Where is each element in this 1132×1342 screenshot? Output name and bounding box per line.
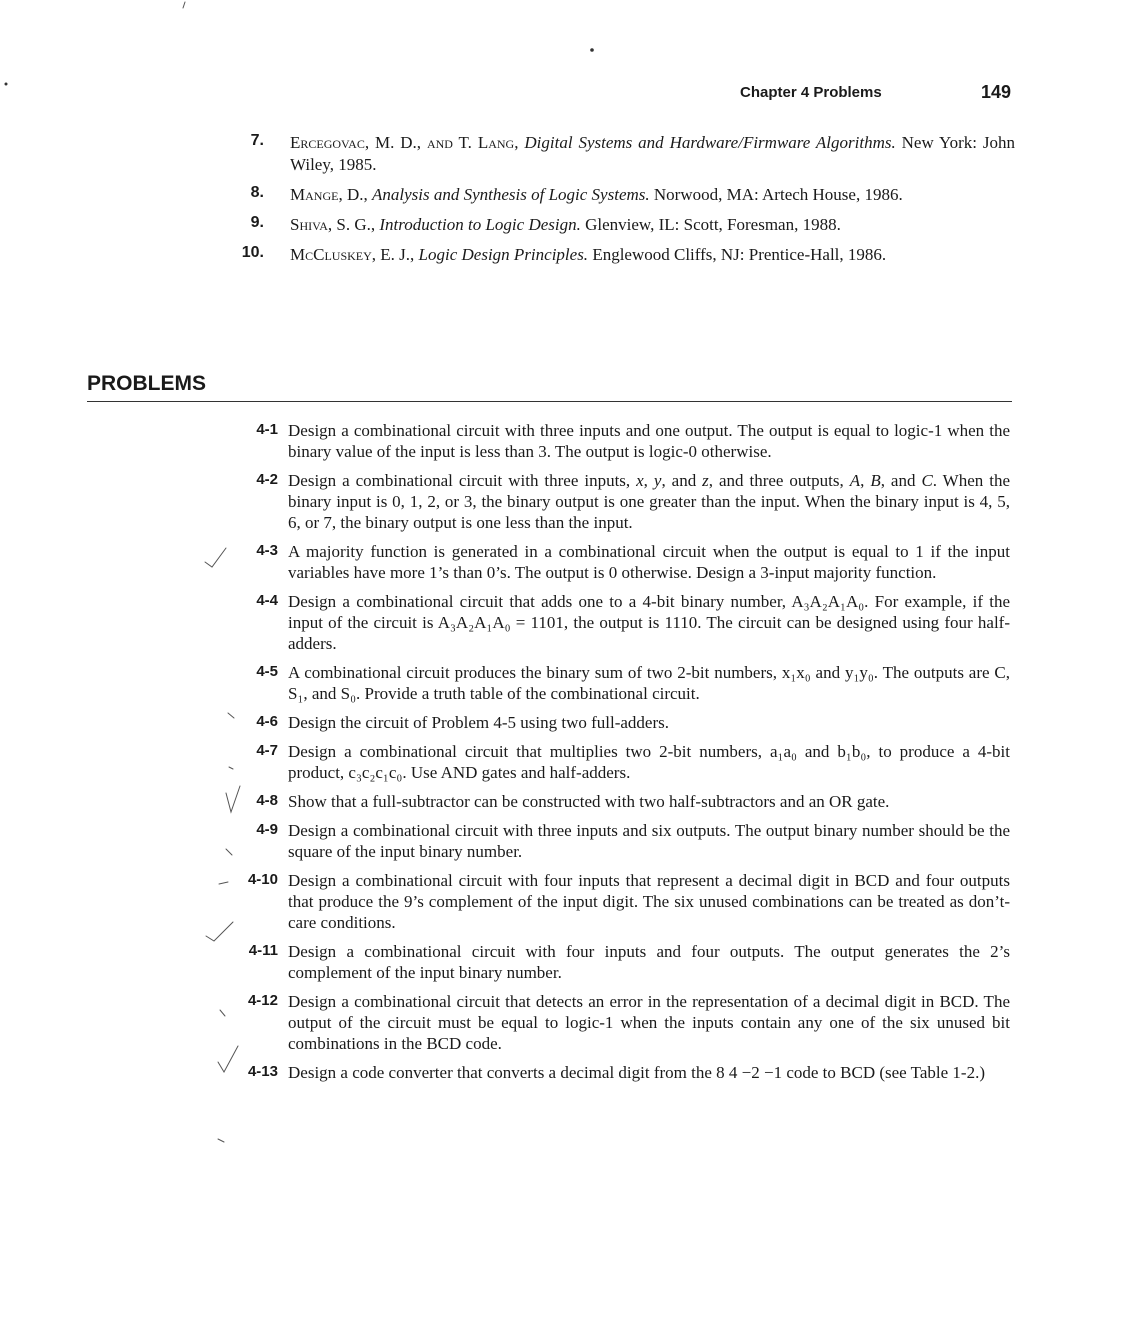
reference-publisher: New York: John Wiley, 1985. xyxy=(290,133,1015,174)
pencil-mark-icon xyxy=(183,2,185,8)
problem-number: 4-10 xyxy=(247,871,278,888)
reference-list xyxy=(0,132,1132,274)
problem-text: Design a combinational circuit with four inputs that represent a decimal digit in BCD and four outputs that produce the 9’s complement of the input digit. The six unused combinations can be treated as don’t-care conditions. xyxy=(288,871,1010,932)
problem-text: A majority function is generated in a combinational circuit when the output is equal to 1 if the input variables have more 1’s than 0’s. The output is 0 otherwise. Design a 3-input majority function. xyxy=(288,542,1010,582)
problem-item xyxy=(0,820,1132,862)
reference-number: 8. xyxy=(250,184,264,201)
problem-number: 4-2 xyxy=(256,471,278,488)
reference-publisher: Englewood Cliffs, NJ: Prentice-Hall, 1986. xyxy=(592,245,887,264)
problem-item xyxy=(0,941,1132,983)
reference-publisher: Glenview, IL: Scott, Foresman, 1988. xyxy=(585,215,841,234)
reference-publisher: Norwood, MA: Artech House, 1986. xyxy=(653,185,903,204)
problem-number: 4-9 xyxy=(256,821,278,838)
problem-text: Design a code converter that converts a decimal digit from the 8 4 −2 −1 code to BCD (see Table 1-2.) xyxy=(288,1063,985,1082)
reference-title: Analysis and Synthesis of Logic Systems. xyxy=(371,185,650,204)
problem-item xyxy=(0,741,1132,783)
problem-text: Design a combinational circuit with three inputs and one output. The output is equal to logic-1 when the binary value of the input is less than 3. The output is logic-0 otherwise. xyxy=(288,421,1010,461)
problem-number: 4-7 xyxy=(256,742,278,759)
problem-number: 4-3 xyxy=(256,542,278,559)
problem-text: Design a combinational circuit that detects an error in the representation of a decimal digit in BCD. The output of the circuit must be equal to logic-1 when the inputs contain any one of the six unused bit combinations in the BCD code. xyxy=(288,992,1010,1053)
problem-text: Show that a full-subtractor can be constructed with two half-subtractors and an OR gate. xyxy=(288,792,890,811)
reference-author: Shiva, S. G., xyxy=(290,215,376,234)
problem-number: 4-11 xyxy=(248,942,278,959)
chapter-title: Chapter 4 Problems xyxy=(740,84,882,101)
speck-icon xyxy=(5,83,8,86)
problem-text: Design a combinational circuit with three inputs, x, y, and z, and three outputs, A, B, and C. When the binary input is 0, 1, 2, or 3, the binary output is one greater than the input. When the binary input is 4, 5, 6, or 7, the binary output is one less than the input. xyxy=(288,471,1011,532)
problem-number: 4-13 xyxy=(247,1063,278,1080)
problem-item xyxy=(0,541,1132,583)
problem-number: 4-5 xyxy=(256,663,278,680)
problem-text: Design a combinational circuit with three inputs and six outputs. The output binary number should be the square of the input binary number. xyxy=(288,821,1010,861)
section-title: PROBLEMS xyxy=(87,372,207,395)
reference-author: Mange, D., xyxy=(290,185,368,204)
problem-text: Design a combinational circuit that adds one to a 4-bit binary number, A₃A₂A₁A₀. For example, if the input of the circuit is A₃A₂A₁A₀ = 1101, the output is 1110. The circuit can be designed using four half-adders. xyxy=(288,592,1010,653)
problem-list xyxy=(0,420,1132,1091)
problem-item xyxy=(0,1062,1132,1083)
problem-item xyxy=(0,991,1132,1054)
reference-number: 7. xyxy=(250,132,264,149)
problem-item xyxy=(0,662,1132,704)
reference-item xyxy=(0,214,1132,236)
reference-title: Logic Design Principles. xyxy=(418,245,589,264)
problem-text: Design a combinational circuit that multiplies two 2-bit numbers, a₁a₀ and b₁b₀, to produce a 4-bit product, c₃c₂c₁c₀. Use AND gates and half-adders. xyxy=(288,742,1010,782)
reference-author: Ercegovac, M. D., and T. Lang, xyxy=(290,133,519,152)
pencil-check-icon xyxy=(218,1139,224,1142)
reference-author: McCluskey, E. J., xyxy=(290,245,415,264)
problem-number: 4-4 xyxy=(256,592,278,609)
problem-item xyxy=(0,470,1132,533)
reference-title: Introduction to Logic Design. xyxy=(379,215,581,234)
problem-number: 4-1 xyxy=(256,421,278,438)
reference-number: 9. xyxy=(250,214,264,231)
problem-number: 4-12 xyxy=(247,992,278,1009)
problem-number: 4-8 xyxy=(256,792,278,809)
reference-item xyxy=(0,132,1132,176)
section-divider xyxy=(87,401,1012,402)
problem-item xyxy=(0,791,1132,812)
problem-item xyxy=(0,420,1132,462)
problem-number: 4-6 xyxy=(256,713,278,730)
reference-number: 10. xyxy=(241,244,264,261)
running-header xyxy=(740,82,1015,106)
problem-text: Design a combinational circuit with four inputs and four outputs. The output generates the 2’s complement of the input binary number. xyxy=(288,942,1010,982)
reference-item xyxy=(0,184,1132,206)
problem-item xyxy=(0,712,1132,733)
problem-item xyxy=(0,870,1132,933)
problem-item xyxy=(0,591,1132,654)
problem-text: Design the circuit of Problem 4-5 using two full-adders. xyxy=(288,713,670,732)
speck-icon xyxy=(590,48,594,52)
reference-item xyxy=(0,244,1132,266)
reference-title: Digital Systems and Hardware/Firmware Algorithms. xyxy=(524,133,896,152)
page-number: 149 xyxy=(980,82,1011,102)
problem-text: A combinational circuit produces the binary sum of two 2-bit numbers, x₁x₀ and y₁y₀. The outputs are C, S₁, and S₀. Provide a truth table of the combinational circuit. xyxy=(288,663,1010,703)
